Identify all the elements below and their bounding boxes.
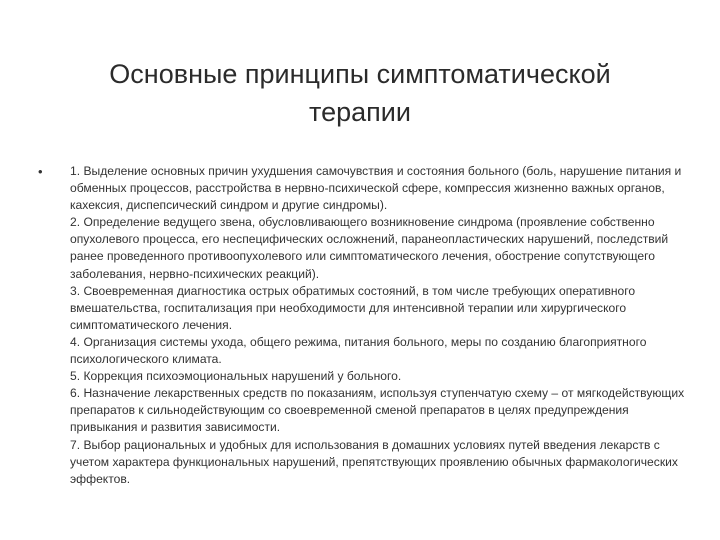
- principle-item-3: 3. Своевременная диагностика острых обратимых состояний, в том числе требующих оперативного вмешательства, госпитализация при необходимости для интенсивной терапии или хирургического симптоматического лечения.: [70, 283, 636, 332]
- principle-item-5: 5. Коррекция психоэмоциональных нарушений у больного.: [70, 369, 402, 384]
- principles-list: [70, 163, 690, 488]
- principle-item-2: 2. Определение ведущего звена, обусловливающего возникновение синдрома (проявление собственно опухолевого процесса, его неспецифических осложнений, паранеопластических нарушений, последствий ранее проведенного противоопухолевого или симптоматического лечения, обострение сопутствующего заболевания, нервно-психических реакций).: [70, 215, 669, 281]
- principle-item-4: 4. Организация системы ухода, общего режима, питания больного, меры по созданию благоприятного психологического климата.: [70, 334, 647, 367]
- slide-title-line-2: терапии: [309, 97, 411, 127]
- slide-title: [60, 55, 660, 131]
- bullet-dot-icon: •: [38, 164, 43, 179]
- principle-item-1: 1. Выделение основных причин ухудшения самочувствия и состояния больного (боль, нарушение питания и обменных процессов, расстройства в нервно-психической сфере, компрессия жизненно важных органов, кахексия, диспепсический синдром и другие синдромы).: [70, 164, 682, 213]
- principle-item-7: 7. Выбор рациональных и удобных для использования в домашних условиях путей введения лекарств с учетом характера функциональных нарушений, препятствующих проявлению обычных фармакологических эффектов.: [70, 437, 678, 486]
- principle-item-6: 6. Назначение лекарственных средств по показаниям, используя ступенчатую схему – от мягкодействующих препаратов к сильнодействующим со своевременной сменой препаратов в целях предупреждения привыкания и развития зависимости.: [70, 386, 685, 435]
- slide-title-line-1: Основные принципы симптоматической: [109, 59, 611, 89]
